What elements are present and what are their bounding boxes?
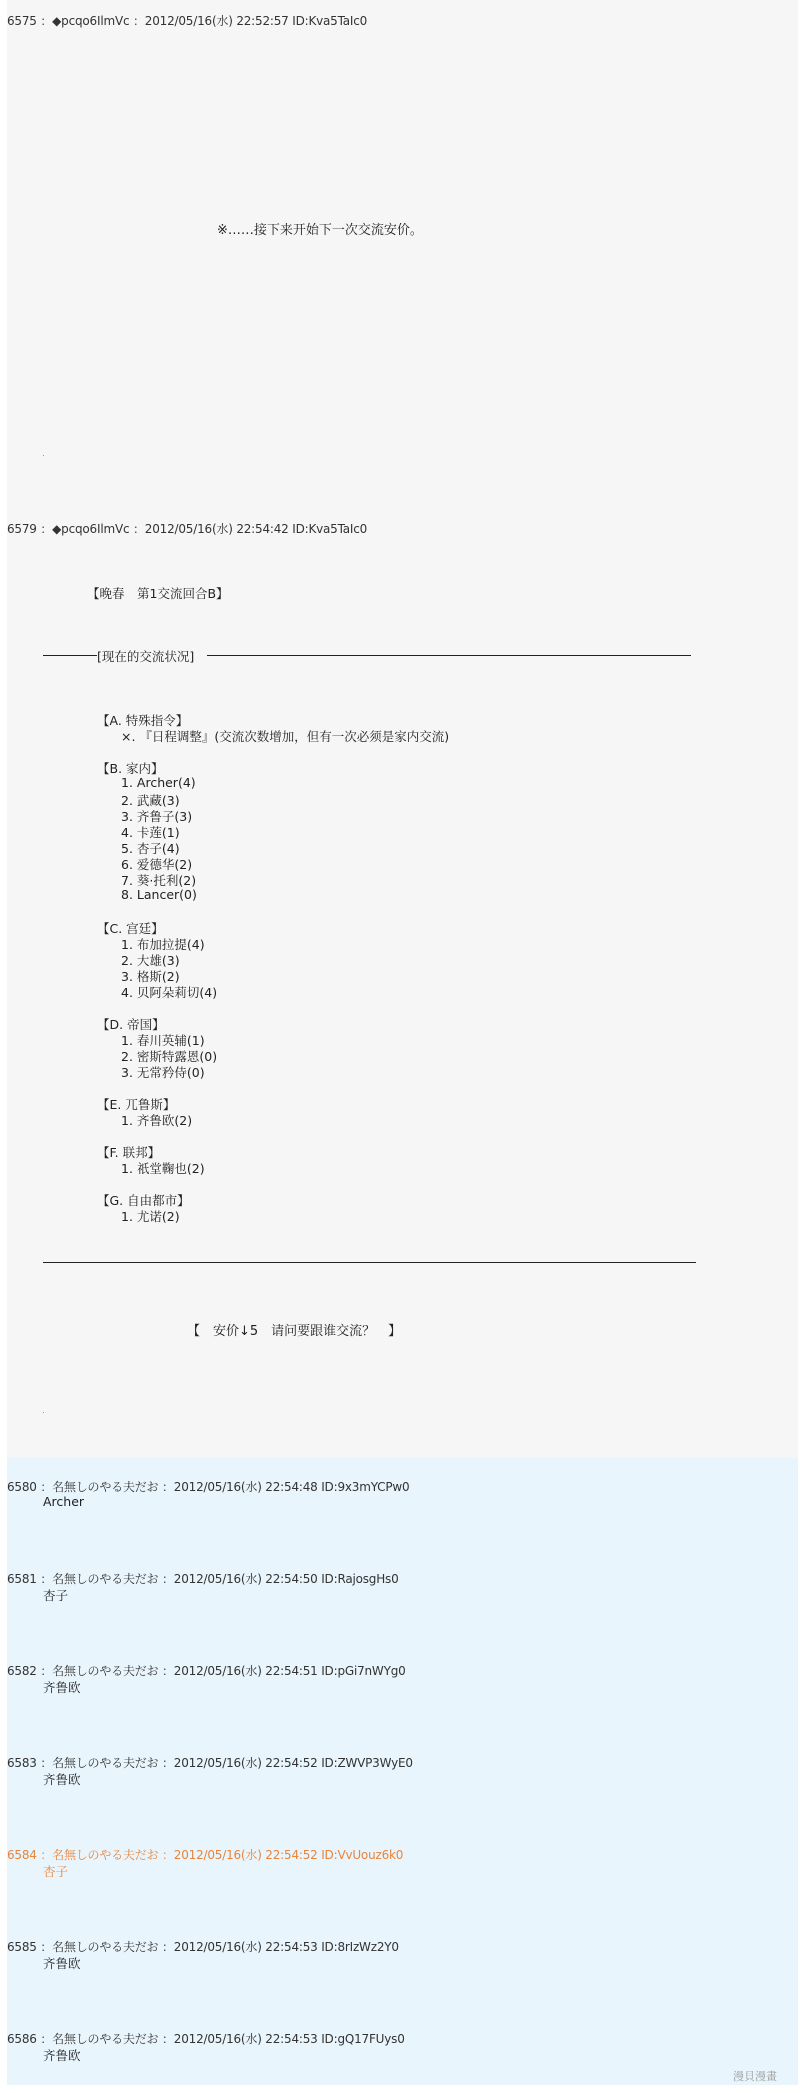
section-title: 【A. 特殊指令】	[97, 713, 189, 728]
post-header: 6575 ：◆pcqo6IlmVc ：2012/05/16(水) 22:52:57 ID:Kva5TaIc0	[7, 14, 368, 28]
post-header: 6579 ：◆pcqo6IlmVc ：2012/05/16(水) 22:54:42 ID:Kva5TaIc0	[7, 522, 368, 536]
section-title: 【G. 自由都市】	[97, 1193, 190, 1208]
dot-mark	[43, 455, 44, 456]
section-item: 2. 武藏(3)	[121, 793, 180, 808]
status-heading: [现在的交流状况]	[97, 649, 195, 664]
section-title: 【E. 兀鲁斯】	[97, 1097, 176, 1112]
section-title: 【F. 联邦】	[97, 1145, 161, 1160]
replies-area	[7, 1458, 798, 2085]
reply-body: Archer	[43, 1494, 85, 1509]
reply-body: 杏子	[43, 1864, 69, 1879]
section-item: 1. 齐鲁欧(2)	[121, 1113, 193, 1128]
reply-header: 6583 ：名無しのやる夫だお ：2012/05/16(水) 22:54:52 ID:ZWVP3WyE0	[7, 1756, 413, 1770]
rule-line	[43, 1262, 696, 1263]
section-item: 1. Archer(4)	[121, 775, 196, 790]
reply-header: 6581 ：名無しのやる夫だお ：2012/05/16(水) 22:54:50 ID:RajosgHs0	[7, 1572, 399, 1586]
section-item: 1. 布加拉提(4)	[121, 937, 205, 952]
reply-header: 6585 ：名無しのやる夫だお ：2012/05/16(水) 22:54:53 ID:8rIzWz2Y0	[7, 1940, 399, 1954]
section-item: 6. 爱德华(2)	[121, 857, 193, 872]
question-text: 【 安价↓5 请问要跟谁交流？ 】	[187, 1324, 402, 1339]
section-item: 4. 卡莲(1)	[121, 825, 180, 840]
notice-text: ※……接下来开始下一次交流安价。	[217, 223, 423, 238]
reply-header: 6582 ：名無しのやる夫だお ：2012/05/16(水) 22:54:51 ID:pGi7nWYg0	[7, 1664, 406, 1678]
section-item: 8. Lancer(0)	[121, 887, 197, 902]
section-item: 1. 春川英辅(1)	[121, 1033, 205, 1048]
round-title: 【晚春 第1交流回合B】	[87, 586, 229, 601]
reply-body: 齐鲁欧	[43, 1956, 81, 1971]
section-item: 1. 尤诺(2)	[121, 1209, 180, 1224]
section-item: 3. 无常矜侍(0)	[121, 1065, 205, 1080]
reply-body: 齐鲁欧	[43, 2048, 81, 2063]
section-item: 2. 密斯特露恩(0)	[121, 1049, 218, 1064]
section-title: 【D. 帝国】	[97, 1017, 165, 1032]
rule-line	[207, 655, 691, 656]
section-item: 5. 杏子(4)	[121, 841, 180, 856]
section-title: 【B. 家内】	[97, 761, 164, 776]
section-item: 4. 贝阿朵莉切(4)	[121, 985, 218, 1000]
reply-header: 6580 ：名無しのやる夫だお ：2012/05/16(水) 22:54:48 ID:9x3mYCPw0	[7, 1480, 410, 1494]
dot-mark	[43, 1412, 44, 1413]
section-item: 2. 大雄(3)	[121, 953, 180, 968]
reply-header: 6584 ：名無しのやる夫だお ：2012/05/16(水) 22:54:52 ID:VvUouz6k0	[7, 1848, 404, 1862]
section-item: 1. 祇堂鞠也(2)	[121, 1161, 205, 1176]
section-item: ×. 『日程调整』(交流次数增加，但有一次必须是家内交流)	[121, 729, 450, 744]
watermark: 漫貝漫畫	[733, 2070, 777, 2083]
section-title: 【C. 宫廷】	[97, 921, 164, 936]
reply-body: 齐鲁欧	[43, 1772, 81, 1787]
reply-body: 杏子	[43, 1588, 69, 1603]
rule-line	[43, 655, 97, 656]
section-item: 3. 齐鲁子(3)	[121, 809, 193, 824]
section-item: 3. 格斯(2)	[121, 969, 180, 984]
reply-body: 齐鲁欧	[43, 1680, 81, 1695]
section-item: 7. 葵·托利(2)	[121, 873, 197, 888]
reply-header: 6586 ：名無しのやる夫だお ：2012/05/16(水) 22:54:53 ID:gQ17FUys0	[7, 2032, 405, 2046]
